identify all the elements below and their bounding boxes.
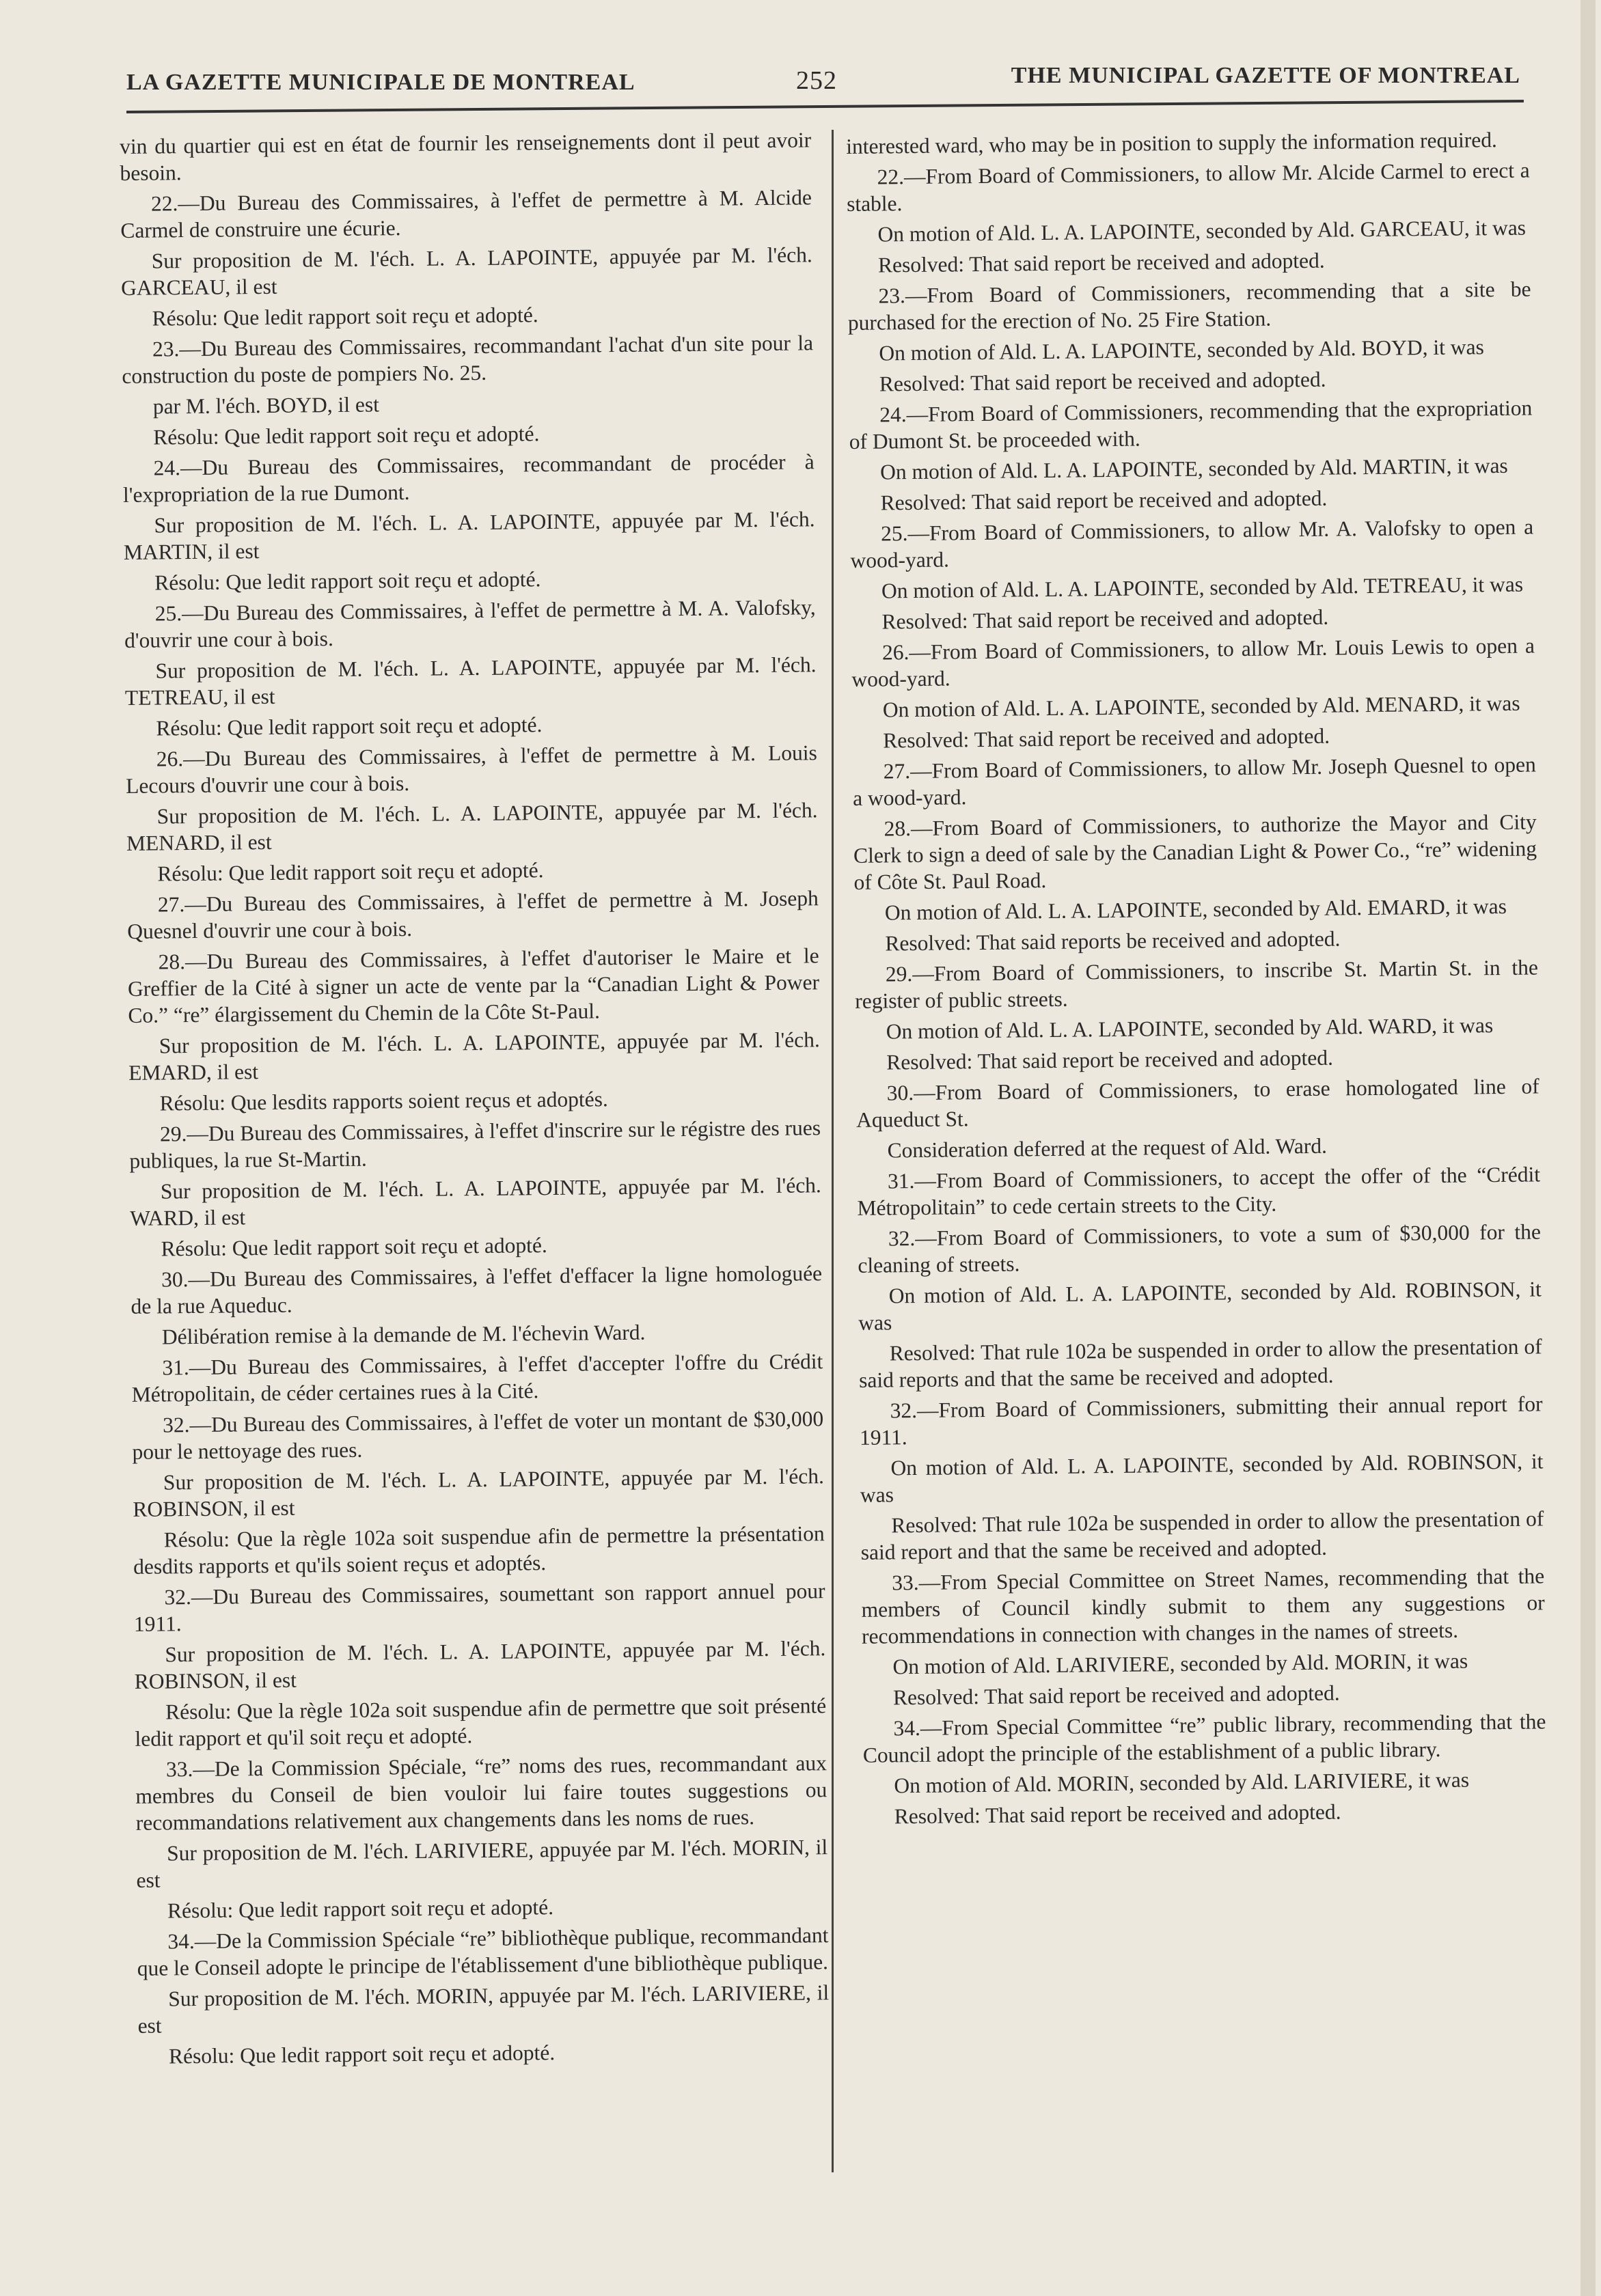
english-paragraph: 26.—From Board of Commissioners, to allow Mr. Louis Lewis to open a wood-yard. xyxy=(851,633,1535,691)
english-paragraph: On motion of Ald. L. A. LAPOINTE, seconded by Ald. WARD, it was xyxy=(886,1013,1494,1044)
french-paragraph: Résolu: Que la règle 102a soit suspendue afin de permettre la présentation desdits rapports et qu'ils soient reçus et adoptés. xyxy=(133,1521,825,1579)
french-paragraph: 29.—Du Bureau des Commissaires, à l'effet d'inscrire sur le régistre des rues publiques, la rue St-Martin. xyxy=(129,1116,821,1173)
english-paragraph: 29.—From Board of Commissioners, to inscribe St. Martin St. in the register of public streets. xyxy=(855,955,1539,1013)
english-paragraph: Resolved: That rule 102a be suspended in order to allow the presentation of said reports and that the same be received and adopted. xyxy=(858,1334,1542,1392)
english-paragraph: On motion of Ald. L. A. LAPOINTE, seconded by Ald. TETREAU, it was xyxy=(881,572,1524,603)
english-paragraph: On motion of Ald. MORIN, seconded by Ald. LARIVIERE, it was xyxy=(894,1767,1470,1798)
french-paragraph: Sur proposition de M. l'éch. L. A. LAPOINTE, appuyée par M. l'éch. WARD, il est xyxy=(130,1173,821,1230)
french-paragraph: Résolu: Que lesdits rapports soient reçus et adoptés. xyxy=(159,1087,608,1116)
french-paragraph: Sur proposition de M. l'éch. L. A. LAPOINTE, appuyée par M. l'éch. MENARD, il est xyxy=(126,798,818,855)
french-paragraph: 24.—Du Bureau des Commissaires, recommandant de procéder à l'expropriation de la rue Dumont. xyxy=(122,449,815,507)
french-paragraph: Résolu: Que la règle 102a soit suspendue afin de permettre que soit présenté ledit rapport et qu'il soit reçu et adopté. xyxy=(135,1693,827,1751)
english-paragraph: 32.—From Board of Commissioners, submitting their annual report for 1911. xyxy=(859,1392,1543,1450)
french-paragraph: Sur proposition de M. l'éch. L. A. LAPOINTE, appuyée par M. l'éch. EMARD, il est xyxy=(128,1027,820,1085)
french-paragraph: 30.—Du Bureau des Commissaires, à l'effet d'effacer la ligne homologuée de la rue Aqueduc. xyxy=(131,1261,823,1318)
french-paragraph: 33.—De la Commission Spéciale, “re” noms des rues, recommandant aux membres du Conseil de bien vouloir lui faire toutes suggestions ou recommandations relativement aux changements dans les noms de rues. xyxy=(135,1751,827,1835)
french-paragraph: Sur proposition de M. l'éch. L. A. LAPOINTE, appuyée par M. l'éch. GARCEAU, il est xyxy=(121,243,812,300)
english-paragraph: On motion of Ald. L. A. LAPOINTE, seconded by Ald. GARCEAU, it was xyxy=(877,215,1527,247)
french-paragraph: 32.—Du Bureau des Commissaires, soumettant son rapport annuel pour 1911. xyxy=(133,1579,825,1636)
french-paragraph: Résolu: Que ledit rapport soit reçu et adopté. xyxy=(167,1895,554,1923)
french-paragraph: Résolu: Que ledit rapport soit reçu et adopté. xyxy=(168,2041,556,2069)
english-paragraph: 22.—From Board of Commissioners, to allow Mr. Alcide Carmel to erect a stable. xyxy=(846,158,1530,216)
english-paragraph: On motion of Ald. L. A. LAPOINTE, seconded by Ald. ROBINSON, it was xyxy=(858,1277,1542,1335)
english-paragraph: Resolved: That said reports be received and adopted. xyxy=(885,926,1341,956)
french-column xyxy=(120,126,830,2074)
french-paragraph: 34.—De la Commission Spéciale “re” bibliothèque publique, recommandant que le Conseil adopte le principe de l'établissement d'une bibliothèque publique. xyxy=(137,1923,829,1980)
english-paragraph: Consideration deferred at the request of Ald. Ward. xyxy=(887,1133,1328,1163)
french-paragraph: Sur proposition de M. l'éch. L. A. LAPOINTE, appuyée par M. l'éch. ROBINSON, il est xyxy=(134,1636,826,1693)
header-title-english: THE MUNICIPAL GAZETTE OF MONTREAL xyxy=(1011,63,1520,88)
english-paragraph: On motion of Ald. L. A. LAPOINTE, seconded by Ald. MENARD, it was xyxy=(882,691,1520,722)
english-paragraph: Resolved: That said report be received and adopted. xyxy=(894,1799,1341,1829)
french-paragraph: 25.—Du Bureau des Commissaires, à l'effet de permettre à M. A. Valofsky, d'ouvrir une cour à bois. xyxy=(124,595,816,652)
english-paragraph: On motion of Ald. L. A. LAPOINTE, seconded by Ald. ROBINSON, it was xyxy=(860,1449,1544,1507)
english-paragraph: Resolved: That said report be received and adopted. xyxy=(880,486,1328,515)
english-paragraph: 25.—From Board of Commissioners, to allow Mr. A. Valofsky to open a wood-yard. xyxy=(850,514,1534,572)
french-paragraph: Résolu: Que ledit rapport soit reçu et adopté. xyxy=(154,567,541,595)
english-paragraph: 31.—From Board of Commissioners, to accept the offer of the “Crédit Métropolitain” to cede certain streets to the City. xyxy=(857,1162,1541,1220)
header-title-french: LA GAZETTE MUNICIPALE DE MONTREAL xyxy=(126,70,635,95)
english-paragraph: 27.—From Board of Commissioners, to allow Mr. Joseph Quesnel to open a wood-yard. xyxy=(853,752,1536,810)
french-paragraph: 31.—Du Bureau des Commissaires, à l'effet d'accepter l'offre du Crédit Métropolitain, de céder certaines rues à la Cité. xyxy=(131,1349,823,1407)
french-paragraph: Sur proposition de M. l'éch. L. A. LAPOINTE, appuyée par M. l'éch. ROBINSON, il est xyxy=(133,1464,825,1521)
french-paragraph: 23.—Du Bureau des Commissaires, recommandant l'achat d'un site pour la construction du poste de pompiers No. 25. xyxy=(122,331,814,388)
french-paragraph: 26.—Du Bureau des Commissaires, à l'effet de permettre à M. Louis Lecours d'ouvrir une cour à bois. xyxy=(126,741,817,798)
english-paragraph: On motion of Ald. LARIVIERE, seconded by Ald. MORIN, it was xyxy=(892,1648,1468,1679)
french-paragraph: Délibération remise à la demande de M. l'échevin Ward. xyxy=(161,1320,646,1349)
french-paragraph: 32.—Du Bureau des Commissaires, à l'effet de voter un montant de $30,000 pour le nettoyage des rues. xyxy=(132,1407,824,1464)
french-paragraph: Sur proposition de M. l'éch. MORIN, appuyée par M. l'éch. LARIVIERE, il est xyxy=(137,1980,830,2038)
french-paragraph: 28.—Du Bureau des Commissaires, à l'effet d'autoriser le Maire et le Greffier de la Cité à signer un acte de vente par la “Canadian Light & Power Co.” “re” élargissement du Chemin de la Côte St-Paul. xyxy=(127,943,820,1027)
english-paragraph: On motion of Ald. L. A. LAPOINTE, seconded by Ald. EMARD, it was xyxy=(884,894,1507,925)
english-paragraph: On motion of Ald. L. A. LAPOINTE, seconded by Ald. MARTIN, it was xyxy=(880,453,1508,484)
english-paragraph: 32.—From Board of Commissioners, to vote a sum of $30,000 for the cleaning of streets. xyxy=(858,1219,1542,1277)
english-paragraph: 28.—From Board of Commissioners, to authorize the Mayor and City Clerk to sign a deed of sale by the Canadian Light & Power Co., “re” widening of Côte St. Paul Road. xyxy=(853,810,1537,894)
english-paragraph: 24.—From Board of Commissioners, recommending that the expropriation of Dumont St. be proceeded with. xyxy=(849,396,1533,454)
page-number: 252 xyxy=(796,66,837,95)
english-paragraph: Resolved: That said report be received and adopted. xyxy=(886,1045,1334,1075)
french-paragraph: par M. l'éch. BOYD, il est xyxy=(152,392,380,419)
english-paragraph: Resolved: That said report be received and adopted. xyxy=(877,248,1325,277)
french-paragraph: 27.—Du Bureau des Commissaires, à l'effet de permettre à M. Joseph Quesnel d'ouvrir une cour à bois. xyxy=(127,886,819,943)
english-paragraph: 30.—From Board of Commissioners, to erase homologated line of Aqueduct St. xyxy=(856,1074,1540,1132)
english-paragraph: Resolved: That said report be received and adopted. xyxy=(883,723,1330,753)
french-paragraph: Résolu: Que ledit rapport soit reçu et adopté. xyxy=(153,421,540,449)
french-paragraph: Résolu: Que ledit rapport soit reçu et adopté. xyxy=(156,713,543,741)
english-paragraph: 33.—From Special Committee on Street Names, recommending that the members of Council kindly submit to them any suggestions or recommendations in connection with changes in the names of streets. xyxy=(861,1564,1545,1648)
french-paragraph: Sur proposition de M. l'éch. L. A. LAPOINTE, appuyée par M. l'éch. TETREAU, il est xyxy=(124,652,817,710)
french-paragraph: Sur proposition de M. l'éch. LARIVIERE, appuyée par M. l'éch. MORIN, il est xyxy=(136,1835,828,1892)
french-paragraph: Sur proposition de M. l'éch. L. A. LAPOINTE, appuyée par M. l'éch. MARTIN, il est xyxy=(123,507,815,564)
french-paragraph: 22.—Du Bureau des Commissaires, à l'effet de permettre à M. Alcide Carmel de construire une écurie. xyxy=(120,185,812,243)
english-paragraph: Resolved: That said report be received and adopted. xyxy=(879,367,1326,396)
english-paragraph: 23.—From Board of Commissioners, recommending that a site be purchased for the erection of No. 25 Fire Station. xyxy=(847,277,1531,335)
french-paragraph: vin du quartier qui est en état de fournir les renseignements dont il peut avoir besoin. xyxy=(120,128,812,185)
french-paragraph: Résolu: Que ledit rapport soit reçu et adopté. xyxy=(152,303,538,331)
english-paragraph: 34.—From Special Committee “re” public library, recommending that the Council adopt the principle of the establishment of a public library. xyxy=(862,1709,1546,1767)
english-paragraph: Resolved: That said report be received and adopted. xyxy=(881,605,1329,634)
page-edge xyxy=(1581,0,1596,2296)
english-column xyxy=(846,126,1547,1834)
english-paragraph: Resolved: That said report be received and adopted. xyxy=(892,1680,1340,1710)
english-paragraph: interested ward, who may be in position to supply the information required. xyxy=(846,128,1498,158)
french-paragraph: Résolu: Que ledit rapport soit reçu et adopté. xyxy=(161,1233,547,1261)
column-divider xyxy=(832,130,834,2172)
french-paragraph: Résolu: Que ledit rapport soit reçu et adopté. xyxy=(157,858,544,886)
english-paragraph: Resolved: That rule 102a be suspended in order to allow the presentation of said report and that the same be received and adopted. xyxy=(860,1506,1544,1564)
english-paragraph: On motion of Ald. L. A. LAPOINTE, seconded by Ald. BOYD, it was xyxy=(879,335,1484,365)
